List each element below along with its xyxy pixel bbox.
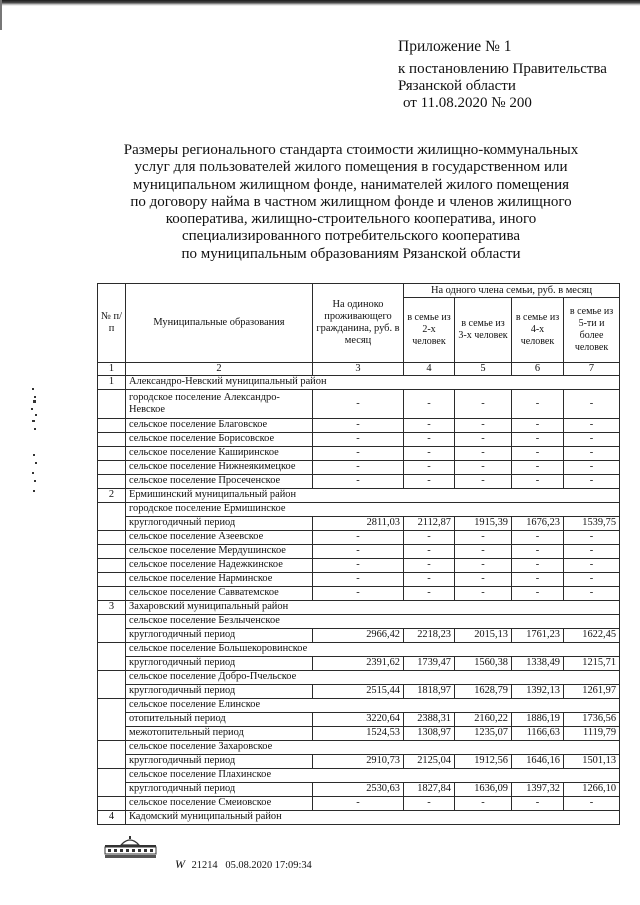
value-cell: 1915,39	[455, 516, 512, 530]
settlement-row	[98, 586, 620, 600]
value-cell: -	[455, 474, 512, 488]
value-cell: -	[512, 474, 564, 488]
value-cell: -	[455, 460, 512, 474]
settlement-name: сельское поселение Плахинское	[126, 768, 620, 782]
value-cell: 2125,04	[404, 754, 455, 768]
document-footer-stamp	[103, 835, 423, 875]
period-row	[98, 656, 620, 670]
value-cell: -	[512, 544, 564, 558]
period-row	[98, 684, 620, 698]
value-cell: 2112,87	[404, 516, 455, 530]
settlement-name: сельское поселение Надежкинское	[126, 558, 313, 572]
period-label: круглогодичный период	[126, 684, 313, 698]
settlement-name: сельское поселение Савватемское	[126, 586, 313, 600]
district-name: Захаровский муниципальный район	[126, 600, 620, 614]
value-cell: -	[455, 418, 512, 432]
value-cell: -	[455, 558, 512, 572]
value-cell: -	[313, 544, 404, 558]
value-cell: -	[404, 418, 455, 432]
value-cell: 1628,79	[455, 684, 512, 698]
value-cell: -	[564, 586, 620, 600]
value-cell: 2218,23	[404, 628, 455, 642]
value-cell: -	[455, 572, 512, 586]
value-cell: -	[455, 586, 512, 600]
column-number: 6	[512, 363, 564, 376]
value-cell: -	[564, 446, 620, 460]
value-cell: 1308,97	[404, 726, 455, 740]
value-cell: 1886,19	[512, 712, 564, 726]
value-cell: -	[564, 796, 620, 810]
value-cell: -	[313, 572, 404, 586]
header-family-5-plus: в семье из 5-ти и более человек	[564, 298, 620, 363]
settlement-name: сельское поселение Азеевское	[126, 530, 313, 544]
column-number: 1	[98, 363, 126, 376]
settlement-row	[98, 796, 620, 810]
annex-reference	[398, 38, 607, 112]
value-cell: -	[404, 446, 455, 460]
value-cell: 2530,63	[313, 782, 404, 796]
title-line: по муниципальным образованиям Рязанской области	[181, 245, 521, 262]
value-cell: -	[512, 572, 564, 586]
value-cell: 1560,38	[455, 656, 512, 670]
value-cell: 3220,64	[313, 712, 404, 726]
value-cell: 1736,56	[564, 712, 620, 726]
annex-date-line: от 11.08.2020 № 200	[403, 95, 532, 111]
period-row	[98, 754, 620, 768]
value-cell: -	[455, 530, 512, 544]
period-label: круглогодичный период	[126, 782, 313, 796]
settlement-name: сельское поселение Большекоровинское	[126, 642, 620, 656]
value-cell: 1761,23	[512, 628, 564, 642]
value-cell: 2910,73	[313, 754, 404, 768]
column-number: 5	[455, 363, 512, 376]
registry-mark: W	[175, 857, 185, 871]
value-cell: 1818,97	[404, 684, 455, 698]
settlement-name: сельское поселение Смеиовское	[126, 796, 313, 810]
value-cell: 1539,75	[564, 516, 620, 530]
settlement-header-row	[98, 642, 620, 656]
district-number: 1	[98, 375, 126, 389]
settlement-name: сельское поселение Елинское	[126, 698, 620, 712]
settlement-name: сельское поселение Благовское	[126, 418, 313, 432]
settlement-header-row	[98, 698, 620, 712]
annex-resolution-line: к постановлению Правительства	[398, 61, 607, 77]
value-cell: -	[512, 460, 564, 474]
value-cell: 2811,03	[313, 516, 404, 530]
title-line: по договору найма в частном жилищном фонде и членов жилищного	[130, 193, 572, 210]
value-cell: 2966,42	[313, 628, 404, 642]
value-cell: -	[313, 796, 404, 810]
title-line: специализированного потребительского кооператива	[181, 228, 521, 245]
period-row	[98, 726, 620, 740]
value-cell: 1119,79	[564, 726, 620, 740]
value-cell: -	[564, 530, 620, 544]
value-cell: 1266,10	[564, 782, 620, 796]
header-family-3: в семье из 3-х человек	[455, 298, 512, 363]
value-cell: -	[404, 558, 455, 572]
settlement-name: городское поселение Ермишинское	[126, 502, 620, 516]
value-cell: -	[404, 586, 455, 600]
annex-region-line: Рязанской области	[398, 78, 516, 94]
column-number: 4	[404, 363, 455, 376]
value-cell: -	[512, 418, 564, 432]
period-row	[98, 628, 620, 642]
value-cell: 1397,32	[512, 782, 564, 796]
header-single-resident: На одиноко проживающего гражданина, руб. в месяц	[313, 284, 404, 363]
value-cell: -	[313, 389, 404, 418]
settlement-name: сельское поселение Мердушинское	[126, 544, 313, 558]
value-cell: -	[512, 389, 564, 418]
district-name: Александро-Невский муниципальный район	[126, 375, 620, 389]
header-per-family-member: На одного члена семьи, руб. в месяц	[404, 284, 620, 298]
value-cell: 1524,53	[313, 726, 404, 740]
value-cell: 1392,13	[512, 684, 564, 698]
value-cell: -	[313, 474, 404, 488]
value-cell: -	[564, 389, 620, 418]
value-cell: -	[313, 530, 404, 544]
settlement-row	[98, 572, 620, 586]
value-cell: 2160,22	[455, 712, 512, 726]
stamp-text	[175, 857, 312, 872]
settlement-name: сельское поселение Безлыченское	[126, 614, 620, 628]
value-cell: 1827,84	[404, 782, 455, 796]
value-cell: 2388,31	[404, 712, 455, 726]
settlement-name: сельское поселение Добро-Пчельское	[126, 670, 620, 684]
title-line: кооператива, жилищно-строительного кооператива, иного	[165, 211, 537, 228]
period-label: круглогодичный период	[126, 516, 313, 530]
title-line: Размеры регионального стандарта стоимости жилищно-коммунальных	[123, 142, 579, 158]
value-cell: -	[512, 530, 564, 544]
district-number: 2	[98, 488, 126, 502]
period-label: круглогодичный период	[126, 754, 313, 768]
value-cell: 1235,07	[455, 726, 512, 740]
column-number: 2	[126, 363, 313, 376]
settlement-name: сельское поселение Нижнеякимецкое	[126, 460, 313, 474]
value-cell: -	[512, 432, 564, 446]
value-cell: 2015,13	[455, 628, 512, 642]
value-cell: 1739,47	[404, 656, 455, 670]
district-name: Ермишинский муниципальный район	[126, 488, 620, 502]
housing-cost-standard-table	[97, 283, 620, 825]
value-cell: -	[404, 389, 455, 418]
scan-speckles	[28, 388, 42, 498]
settlement-row	[98, 446, 620, 460]
value-cell: -	[313, 586, 404, 600]
settlement-row	[98, 418, 620, 432]
header-family-4: в семье из 4-х человек	[512, 298, 564, 363]
value-cell: -	[512, 586, 564, 600]
header-municipality: Муниципальные образования	[126, 284, 313, 363]
settlement-row	[98, 432, 620, 446]
value-cell: 1215,71	[564, 656, 620, 670]
column-number: 7	[564, 363, 620, 376]
district-row	[98, 375, 620, 389]
value-cell: -	[404, 544, 455, 558]
value-cell: -	[313, 460, 404, 474]
settlement-row	[98, 474, 620, 488]
district-row	[98, 810, 620, 824]
settlement-name: сельское поселение Захаровское	[126, 740, 620, 754]
period-label: круглогодичный период	[126, 656, 313, 670]
period-label: межотопительный период	[126, 726, 313, 740]
value-cell: -	[564, 572, 620, 586]
value-cell: -	[404, 530, 455, 544]
value-cell: -	[313, 418, 404, 432]
value-cell: 1676,23	[512, 516, 564, 530]
period-row	[98, 782, 620, 796]
settlement-header-row	[98, 670, 620, 684]
value-cell: -	[512, 446, 564, 460]
header-number: № п/п	[98, 284, 126, 363]
value-cell: -	[512, 558, 564, 572]
district-number: 4	[98, 810, 126, 824]
value-cell: 1636,09	[455, 782, 512, 796]
period-row	[98, 712, 620, 726]
registry-timestamp: 05.08.2020 17:09:34	[225, 860, 312, 871]
settlement-name: сельское поселение Нарминское	[126, 572, 313, 586]
district-name: Кадомский муниципальный район	[126, 810, 620, 824]
value-cell: 1646,16	[512, 754, 564, 768]
value-cell: -	[455, 432, 512, 446]
value-cell: 1912,56	[455, 754, 512, 768]
value-cell: -	[512, 796, 564, 810]
value-cell: -	[313, 558, 404, 572]
value-cell: -	[404, 460, 455, 474]
settlement-header-row	[98, 502, 620, 516]
scan-edge-top	[0, 0, 640, 6]
value-cell: -	[313, 432, 404, 446]
value-cell: 2391,62	[313, 656, 404, 670]
value-cell: -	[564, 558, 620, 572]
column-number-row	[98, 363, 620, 376]
district-row	[98, 488, 620, 502]
registry-number: 21214	[191, 860, 218, 871]
settlement-name: сельское поселение Просеченское	[126, 474, 313, 488]
value-cell: -	[455, 796, 512, 810]
settlement-row	[98, 544, 620, 558]
title-line: муниципальном жилищном фонде, нанимателей жилого помещения	[132, 176, 570, 193]
value-cell: -	[455, 544, 512, 558]
scan-edge-left	[0, 0, 2, 30]
settlement-row	[98, 389, 620, 418]
settlement-name: сельское поселение Борисовское	[126, 432, 313, 446]
value-cell: -	[404, 796, 455, 810]
value-cell: 1338,49	[512, 656, 564, 670]
value-cell: 2515,44	[313, 684, 404, 698]
annex-title: Приложение № 1	[398, 38, 512, 55]
value-cell: -	[564, 432, 620, 446]
title-line: услуг для пользователей жилого помещения в государственном или	[134, 159, 568, 176]
value-cell: -	[404, 474, 455, 488]
value-cell: 1501,13	[564, 754, 620, 768]
value-cell: -	[313, 446, 404, 460]
value-cell: -	[455, 389, 512, 418]
value-cell: 1622,45	[564, 628, 620, 642]
value-cell: -	[564, 418, 620, 432]
government-building-emblem-icon	[103, 835, 158, 859]
district-number: 3	[98, 600, 126, 614]
value-cell: -	[564, 544, 620, 558]
value-cell: 1261,97	[564, 684, 620, 698]
value-cell: 1166,63	[512, 726, 564, 740]
settlement-name: городское поселение Александро-Невское	[126, 389, 313, 418]
value-cell: -	[404, 572, 455, 586]
settlement-row	[98, 460, 620, 474]
period-label: круглогодичный период	[126, 628, 313, 642]
settlement-header-row	[98, 614, 620, 628]
value-cell: -	[564, 460, 620, 474]
settlement-name: сельское поселение Каширинское	[126, 446, 313, 460]
value-cell: -	[455, 446, 512, 460]
period-label: отопительный период	[126, 712, 313, 726]
district-row	[98, 600, 620, 614]
settlement-header-row	[98, 768, 620, 782]
column-number: 3	[313, 363, 404, 376]
header-family-2: в семье из 2-х человек	[404, 298, 455, 363]
document-title	[96, 142, 606, 263]
value-cell: -	[564, 474, 620, 488]
settlement-header-row	[98, 740, 620, 754]
period-row	[98, 516, 620, 530]
value-cell: -	[404, 432, 455, 446]
settlement-row	[98, 558, 620, 572]
settlement-row	[98, 530, 620, 544]
